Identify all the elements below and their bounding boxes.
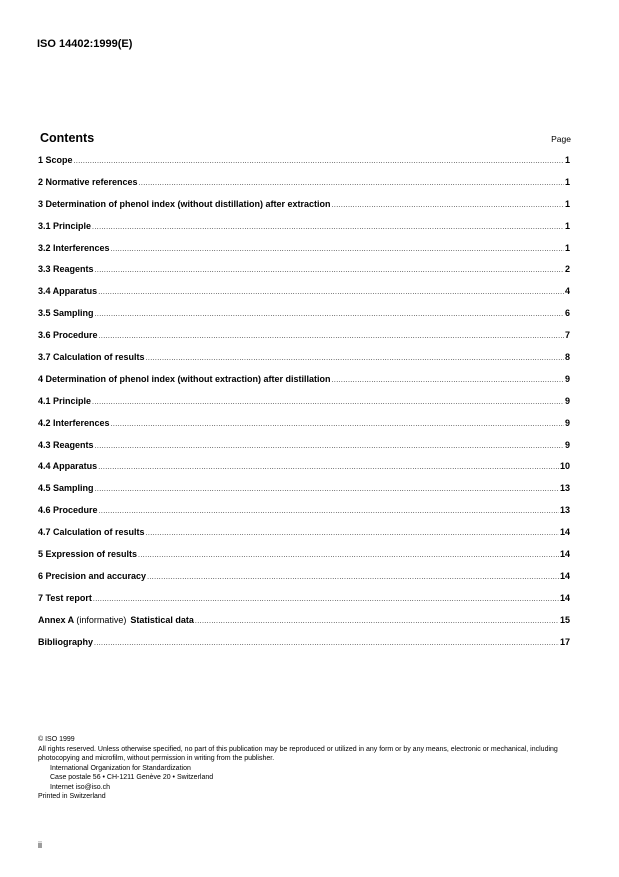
toc-entry-label: 2 Normative references xyxy=(38,176,138,187)
toc-entry-page: 1 xyxy=(564,220,570,231)
toc-entry[interactable] xyxy=(38,396,570,418)
toc-entry-label: 3.1 Principle xyxy=(38,220,92,231)
toc-entry-page: 10 xyxy=(559,461,570,472)
toc-entry-page: 7 xyxy=(564,330,570,341)
copyright-block xyxy=(38,735,583,802)
dot-leader xyxy=(99,508,559,515)
toc-entry-page: 9 xyxy=(564,439,570,450)
toc-entry[interactable] xyxy=(38,461,570,483)
dot-leader xyxy=(147,574,559,581)
dot-leader xyxy=(111,246,564,253)
toc-entry-label: 4.2 Interferences xyxy=(38,417,110,428)
dot-leader xyxy=(332,202,564,209)
toc-entry[interactable] xyxy=(38,505,570,527)
dot-leader xyxy=(95,311,564,318)
dot-leader xyxy=(99,333,564,340)
toc-entry-label: 4.4 Apparatus xyxy=(38,461,98,472)
toc-entry[interactable] xyxy=(38,286,570,308)
toc-entry-label: Annex A (informative) Statistical data xyxy=(38,614,194,625)
toc-entry-label: 4.1 Principle xyxy=(38,395,92,406)
toc-entry-label: 3.7 Calculation of results xyxy=(38,352,145,363)
copyright-line: © ISO 1999 xyxy=(38,736,75,743)
toc-entry-label: 4.7 Calculation of results xyxy=(38,527,145,538)
toc-entry[interactable] xyxy=(38,155,570,177)
dot-leader xyxy=(146,530,559,537)
toc-entry-page: 6 xyxy=(564,308,570,319)
toc-entry-label: 3.6 Procedure xyxy=(38,330,98,341)
toc-entry-annex-a[interactable] xyxy=(38,615,570,637)
toc-entry-label: 1 Scope xyxy=(38,155,73,165)
toc-entry-page: 17 xyxy=(559,636,570,647)
dot-leader xyxy=(98,289,564,296)
toc-entry[interactable] xyxy=(38,199,570,221)
toc-entry-page: 1 xyxy=(564,198,570,209)
toc-entry-label: 6 Precision and accuracy xyxy=(38,570,147,581)
toc-entry-page: 1 xyxy=(564,176,570,187)
toc-entry-label: 4.6 Procedure xyxy=(38,505,98,516)
contents-header xyxy=(40,131,571,145)
toc-entry-label: 3.5 Sampling xyxy=(38,308,94,319)
dot-leader xyxy=(332,377,564,384)
toc-entry[interactable] xyxy=(38,352,570,374)
toc-entry-label: 7 Test report xyxy=(38,592,92,603)
toc-entry-page: 1 xyxy=(564,155,570,165)
toc-entry[interactable] xyxy=(38,264,570,286)
toc-entry[interactable] xyxy=(38,418,570,440)
toc-entry[interactable] xyxy=(38,330,570,352)
toc-entry-page: 1 xyxy=(564,242,570,253)
contents-title: Contents xyxy=(40,131,95,145)
toc-entry-page: 9 xyxy=(564,395,570,406)
toc-entry-page: 8 xyxy=(564,352,570,363)
printed-in: Printed in Switzerland xyxy=(38,793,106,800)
toc-entry-page: 2 xyxy=(564,264,570,275)
dot-leader xyxy=(195,618,559,625)
toc-entry-label: 5 Expression of results xyxy=(38,549,138,560)
dot-leader xyxy=(138,552,559,559)
toc-entry[interactable] xyxy=(38,571,570,593)
toc-entry-label: 4.5 Sampling xyxy=(38,483,94,494)
dot-leader xyxy=(94,640,559,647)
toc-entry-label: 3 Determination of phenol index (without distillation) after extraction xyxy=(38,198,331,209)
toc-entry-label: 3.3 Reagents xyxy=(38,264,94,275)
toc-entry[interactable] xyxy=(38,308,570,330)
dot-leader xyxy=(95,267,564,274)
toc-entry-label: 3.4 Apparatus xyxy=(38,286,98,297)
document-identifier: ISO 14402:1999(E) xyxy=(37,38,133,50)
publisher-internet: Internet iso@iso.ch xyxy=(50,783,111,791)
dot-leader xyxy=(93,596,559,603)
dot-leader xyxy=(92,224,564,231)
toc-entry[interactable] xyxy=(38,440,570,462)
rights-statement: All rights reserved. Unless otherwise specified, no part of this publication may be reproduced or utilized in any form or by any means, electronic or mechanical, including photocopying and microfilm, without permission in writing from the publisher. xyxy=(38,745,558,762)
dot-leader xyxy=(95,443,564,450)
toc-entry-page: 9 xyxy=(564,417,570,428)
dot-leader xyxy=(95,486,559,493)
toc-entry-page: 14 xyxy=(559,592,570,603)
page-number: ii xyxy=(38,840,42,850)
toc-entry[interactable] xyxy=(38,374,570,396)
toc-entry-bibliography[interactable] xyxy=(38,637,570,659)
dot-leader xyxy=(139,180,564,187)
toc-entry-page: 14 xyxy=(559,570,570,581)
dot-leader xyxy=(111,421,564,428)
toc-entry-label: Bibliography xyxy=(38,636,94,647)
publisher-address: Case postale 56 • CH-1211 Genève 20 • Switzerland xyxy=(50,774,214,781)
toc-entry[interactable] xyxy=(38,177,570,199)
toc-entry-page: 14 xyxy=(559,549,570,560)
table-of-contents xyxy=(38,155,570,658)
toc-entry-label: 3.2 Interferences xyxy=(38,242,110,253)
toc-entry-page: 13 xyxy=(559,483,570,494)
toc-entry-page: 14 xyxy=(559,527,570,538)
page-column-label: Page xyxy=(551,134,571,144)
toc-entry-page: 9 xyxy=(564,373,570,384)
toc-entry[interactable] xyxy=(38,593,570,615)
toc-entry-label: 4 Determination of phenol index (without extraction) after distillation xyxy=(38,373,331,384)
publisher-name: International Organization for Standardization xyxy=(50,764,191,772)
toc-entry-page: 13 xyxy=(559,505,570,516)
toc-entry-page: 15 xyxy=(559,614,570,625)
toc-entry[interactable] xyxy=(38,243,570,265)
dot-leader xyxy=(74,158,564,165)
toc-entry[interactable] xyxy=(38,483,570,505)
toc-entry[interactable] xyxy=(38,221,570,243)
toc-entry[interactable] xyxy=(38,527,570,549)
dot-leader xyxy=(92,399,564,406)
dot-leader xyxy=(98,464,559,471)
dot-leader xyxy=(146,355,564,362)
toc-entry-label: 4.3 Reagents xyxy=(38,439,94,450)
toc-entry-page: 4 xyxy=(564,286,570,297)
toc-entry[interactable] xyxy=(38,549,570,571)
